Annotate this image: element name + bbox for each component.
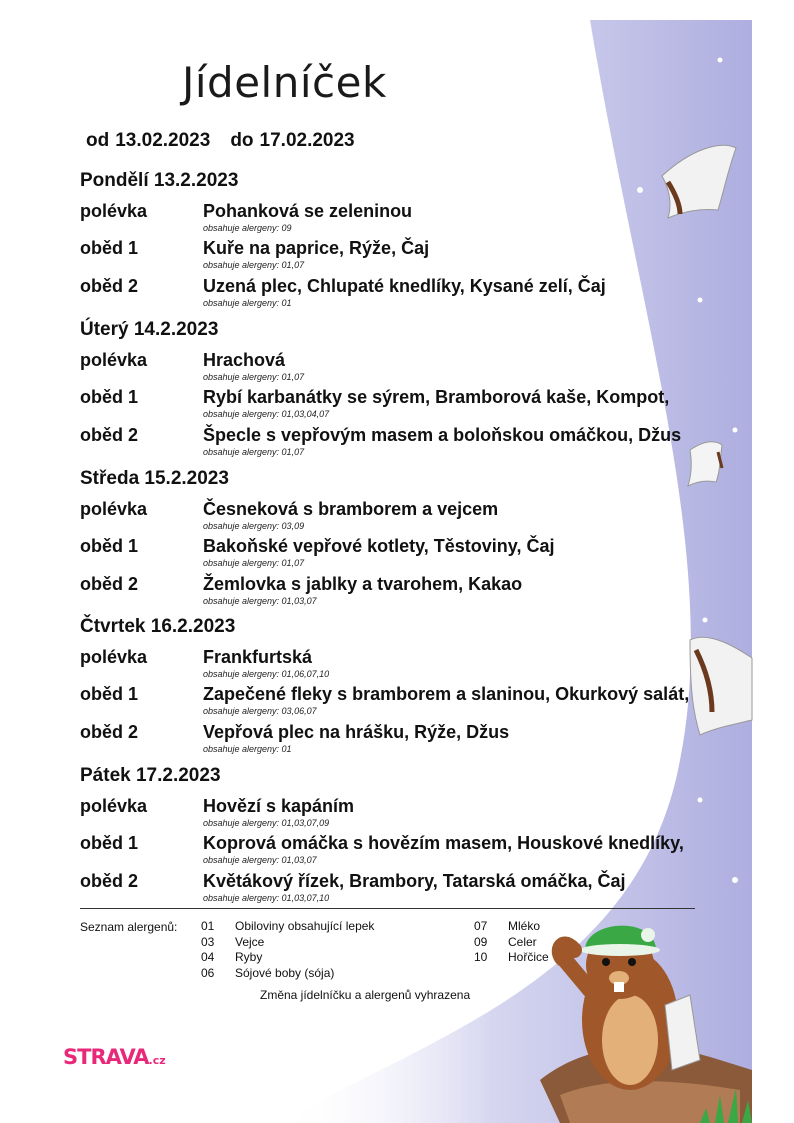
- allergen-name: Celer: [508, 934, 537, 949]
- dish-allergens: obsahuje alergeny: 01,06,07,10: [203, 669, 330, 679]
- allergen-name: Ryby: [235, 950, 263, 964]
- meal-label: oběd 1: [80, 684, 139, 704]
- day-heading: Úterý 14.2.2023: [80, 319, 219, 340]
- meal-label: polévka: [80, 647, 148, 667]
- allergen-item: [474, 919, 540, 933]
- allergen-list-label: Seznam alergenů:: [80, 920, 178, 934]
- pillow-icon: [688, 442, 722, 486]
- date-range: [86, 130, 361, 152]
- dish-name: Bakoňské vepřové kotlety, Těstoviny, Čaj: [203, 536, 555, 556]
- allergen-code: 10: [474, 950, 488, 964]
- dish-name: Hrachová: [203, 350, 286, 370]
- dish-name: Kuře na paprice, Rýže, Čaj: [203, 238, 430, 258]
- meal-label: oběd 2: [80, 425, 139, 445]
- dish-name: Pohanková se zeleninou: [203, 201, 413, 221]
- day-heading: Středa 15.2.2023: [80, 468, 229, 489]
- day-heading: Čtvrtek 16.2.2023: [80, 616, 236, 637]
- dish-allergens: obsahuje alergeny: 01,07: [203, 260, 305, 270]
- dish-name: Zapečené fleky s bramborem a slaninou, Okurkový salát,: [203, 684, 690, 704]
- strava-logo: [63, 1045, 166, 1069]
- date-to-label: do: [230, 130, 254, 151]
- allergen-code: 03: [201, 934, 215, 949]
- meal-label: polévka: [80, 201, 148, 221]
- logo-text: STRAVA: [63, 1045, 149, 1069]
- divider: [80, 908, 695, 909]
- dish-name: Květákový řízek, Brambory, Tatarská omáčka, Čaj: [203, 871, 626, 891]
- page-title: Jídelníček: [182, 58, 387, 107]
- dish-allergens: obsahuje alergeny: 01,07: [203, 372, 305, 382]
- meal-label: oběd 2: [80, 574, 139, 594]
- allergen-item: [201, 919, 374, 933]
- day-heading: Pondělí 13.2.2023: [80, 170, 239, 191]
- meal-label: polévka: [80, 796, 148, 816]
- dish-name: Rybí karbanátky se sýrem, Bramborová kaše, Kompot,: [203, 387, 670, 407]
- allergen-name: Obiloviny obsahující lepek: [235, 919, 375, 933]
- dish-name: Uzená plec, Chlupaté knedlíky, Kysané zelí, Čaj: [203, 276, 606, 296]
- dish-name: Koprová omáčka s hovězím masem, Houskové knedlíky,: [203, 833, 684, 853]
- dish-allergens: obsahuje alergeny: 01,03,07: [203, 596, 317, 606]
- allergen-name: Vejce: [235, 934, 265, 949]
- dish-allergens: obsahuje alergeny: 01,07: [203, 447, 305, 457]
- dish-allergens: obsahuje alergeny: 01,07: [203, 558, 305, 568]
- allergen-code: 09: [474, 934, 488, 949]
- dish-allergens: obsahuje alergeny: 01,03,07,10: [203, 893, 330, 903]
- day-heading: Pátek 17.2.2023: [80, 765, 221, 786]
- dish-allergens: obsahuje alergeny: 01: [203, 744, 292, 754]
- allergen-item: [474, 950, 549, 964]
- allergen-code: 01: [201, 919, 215, 933]
- allergen-name: Mléko: [508, 919, 541, 933]
- date-to: 17.02.2023: [259, 130, 355, 151]
- allergen-code: 07: [474, 919, 488, 933]
- meal-label: oběd 1: [80, 536, 139, 556]
- logo-suffix: .cz: [148, 1054, 166, 1067]
- meal-label: oběd 2: [80, 871, 139, 891]
- allergen-code: 04: [201, 950, 215, 964]
- allergen-item: [201, 950, 262, 964]
- pillow-icon: [690, 637, 752, 735]
- meal-label: oběd 2: [80, 276, 139, 296]
- dish-allergens: obsahuje alergeny: 09: [203, 223, 292, 233]
- allergen-item: [201, 966, 334, 980]
- dish-name: Frankfurtská: [203, 647, 313, 667]
- meal-label: oběd 2: [80, 722, 139, 742]
- allergen-item: [474, 935, 537, 949]
- dish-allergens: obsahuje alergeny: 01: [203, 298, 292, 308]
- meal-label: polévka: [80, 499, 148, 519]
- dish-name: Česneková s bramborem a vejcem: [203, 499, 499, 519]
- dish-allergens: obsahuje alergeny: 03,06,07: [203, 706, 317, 716]
- dish-name: Žemlovka s jablky a tvarohem, Kakao: [203, 574, 523, 594]
- dish-name: Vepřová plec na hrášku, Rýže, Džus: [203, 722, 510, 742]
- date-from-label: od: [86, 130, 110, 151]
- change-note: Změna jídelníčku a alergenů vyhrazena: [260, 988, 471, 1002]
- meal-label: polévka: [80, 350, 148, 370]
- meal-label: oběd 1: [80, 238, 139, 258]
- dish-allergens: obsahuje alergeny: 01,03,07: [203, 855, 317, 865]
- dish-allergens: obsahuje alergeny: 01,03,04,07: [203, 409, 330, 419]
- dish-allergens: obsahuje alergeny: 03,09: [203, 521, 305, 531]
- allergen-name: Sójové boby (sója): [235, 965, 335, 980]
- dish-name: Špecle s vepřovým masem a boloňskou omáčkou, Džus: [203, 425, 682, 445]
- allergen-item: [201, 935, 264, 949]
- date-from: 13.02.2023: [115, 130, 211, 151]
- dish-allergens: obsahuje alergeny: 01,03,07,09: [203, 818, 330, 828]
- dish-name: Hovězí s kapáním: [203, 796, 355, 816]
- meal-label: oběd 1: [80, 387, 139, 407]
- allergen-code: 06: [201, 965, 215, 980]
- allergen-name: Hořčice: [508, 950, 549, 964]
- meal-label: oběd 1: [80, 833, 139, 853]
